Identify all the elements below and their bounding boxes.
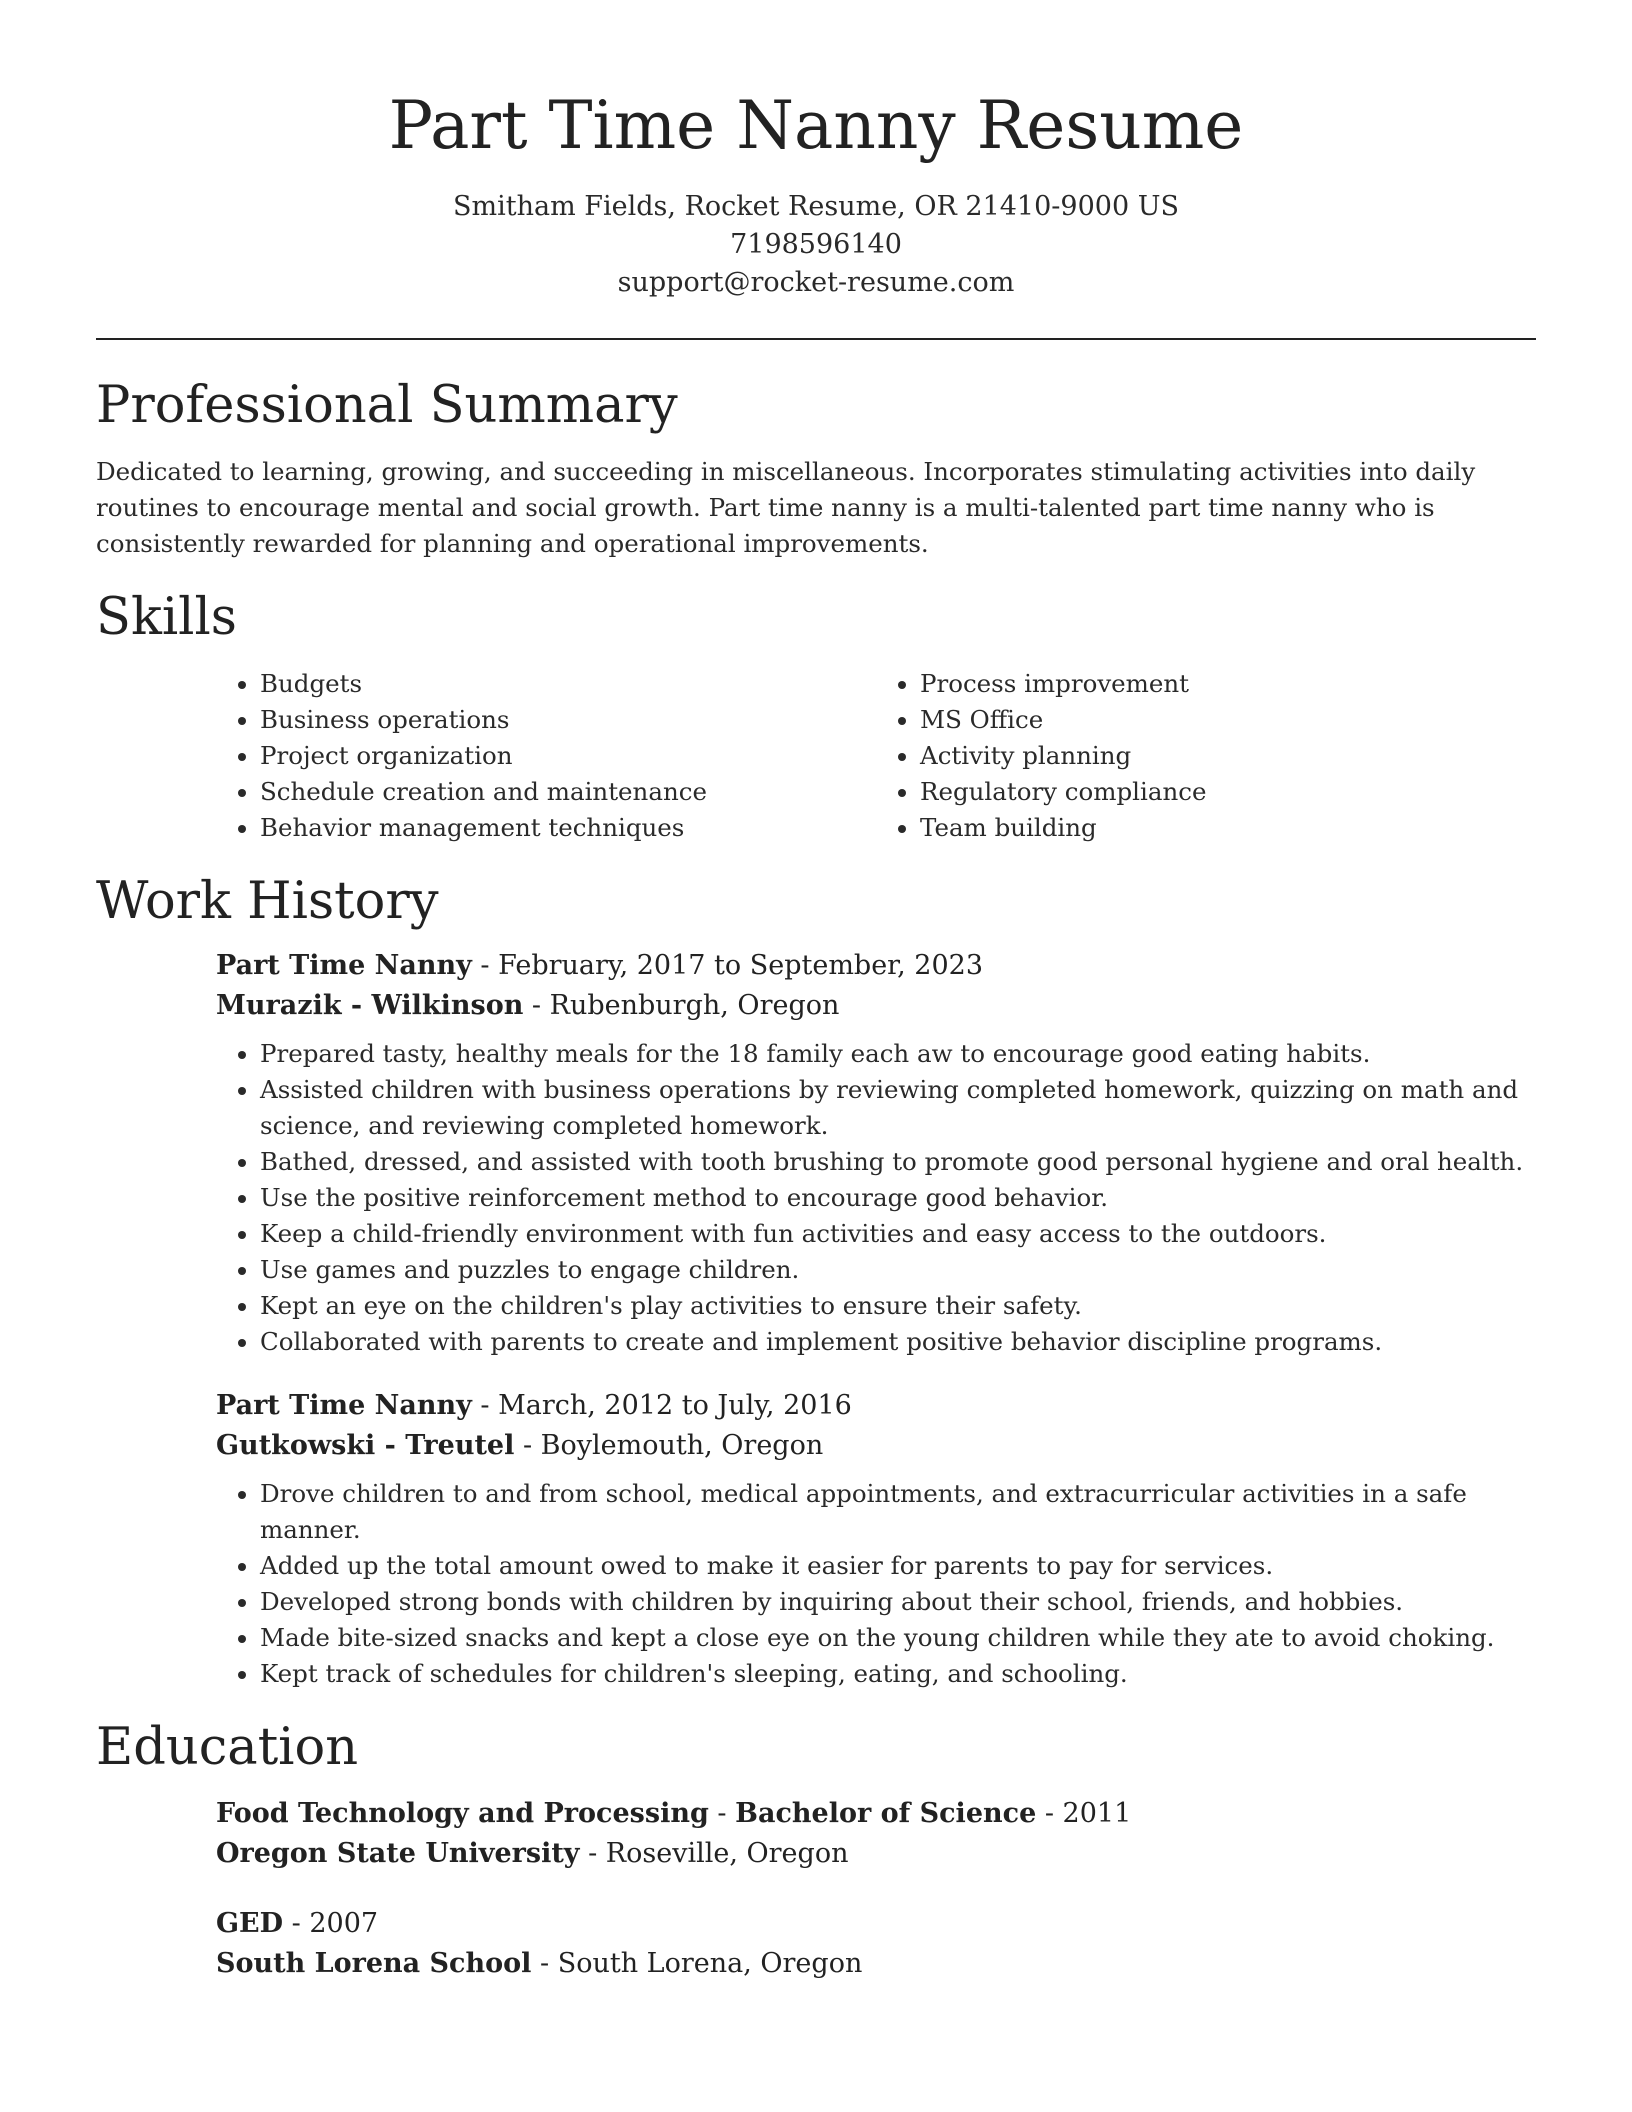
work-history-heading: Work History [96, 872, 439, 931]
education-school-line: South Lorena School - South Lorena, Oregon [216, 1948, 863, 1979]
job-dates: March, 2012 to July, 2016 [498, 1390, 852, 1421]
resume-header [96, 0, 1536, 302]
education-degree: Bachelor of Science [735, 1798, 1037, 1829]
skill-item: • Regulatory compliance [920, 774, 1536, 810]
job-location: Boylemouth, Oregon [540, 1430, 824, 1461]
job-bullet: • Kept track of schedules for children's sleeping, eating, and schooling. [260, 1656, 1536, 1692]
job-bullet: • Collaborated with parents to create and implement positive behavior discipline programs. [260, 1324, 1536, 1360]
job-title-line: Part Time Nanny - February, 2017 to September, 2023 [216, 950, 983, 981]
education-year: 2011 [1062, 1798, 1132, 1829]
job-company: Murazik - Wilkinson [216, 990, 524, 1021]
job-bullet: • Prepared tasty, healthy meals for the 18 family each aw to encourage good eating habits. [260, 1036, 1536, 1072]
skill-item: • Process improvement [920, 666, 1536, 702]
education-school: South Lorena School [216, 1948, 532, 1979]
job-entry [216, 946, 1536, 1360]
skills-heading: Skills [96, 588, 237, 647]
skill-item: • Budgets [260, 666, 876, 702]
skill-item: • MS Office [920, 702, 1536, 738]
education-school-line: Oregon State University - Roseville, Oregon [216, 1838, 849, 1869]
job-position: Part Time Nanny [216, 950, 472, 981]
education-year: 2007 [309, 1908, 379, 1939]
job-bullet: • Made bite-sized snacks and kept a close eye on the young children while they ate to avoid choking. [260, 1620, 1536, 1656]
skill-item: • Team building [920, 810, 1536, 846]
summary-text: Dedicated to learning, growing, and succeeding in miscellaneous. Incorporates stimulating activities into daily routines to encourage mental and social growth. Part time nanny is a multi-talented part time nanny who is consistently rewarded for planning and operational improvements. [96, 457, 1476, 558]
education-school: Oregon State University [216, 1838, 580, 1869]
job-bullet: • Kept an eye on the children's play activities to ensure their safety. [260, 1288, 1536, 1324]
job-bullet: • Keep a child-friendly environment with fun activities and easy access to the outdoors. [260, 1216, 1536, 1252]
job-position: Part Time Nanny [216, 1390, 472, 1421]
job-title-line: Part Time Nanny - March, 2012 to July, 2016 [216, 1390, 852, 1421]
job-location: Rubenburgh, Oregon [549, 990, 840, 1021]
job-bullet: • Drove children to and from school, medical appointments, and extracurricular activities in a safe manner. [260, 1476, 1536, 1548]
job-bullet: • Use games and puzzles to engage children. [260, 1252, 1536, 1288]
job-bullet: • Developed strong bonds with children by inquiring about their school, friends, and hobbies. [260, 1584, 1536, 1620]
education-entry [216, 1904, 1536, 1984]
education-location: Roseville, Oregon [605, 1838, 849, 1869]
job-dates: February, 2017 to September, 2023 [498, 950, 983, 981]
job-company-line: Murazik - Wilkinson - Rubenburgh, Oregon [216, 990, 840, 1021]
address: Smitham Fields, Rocket Resume, OR 21410-9000 US [453, 191, 1179, 222]
skill-item: • Project organization [260, 738, 876, 774]
education-degree-line: Food Technology and Processing - Bachelor of Science - 2011 [216, 1798, 1132, 1829]
job-company-line: Gutkowski - Treutel - Boylemouth, Oregon [216, 1430, 824, 1461]
education-degree: GED [216, 1908, 284, 1939]
job-bullet: • Added up the total amount owed to make it easier for parents to pay for services. [260, 1548, 1536, 1584]
resume-title: Part Time Nanny Resume [388, 87, 1244, 164]
summary-heading: Professional Summary [96, 376, 678, 435]
skills-list [216, 666, 1536, 846]
job-bullet: • Assisted children with business operations by reviewing completed homework, quizzing on math and science, and reviewing completed homework. [260, 1072, 1536, 1144]
skill-item: • Schedule creation and maintenance [260, 774, 876, 810]
header-divider [96, 338, 1536, 340]
education-heading: Education [96, 1718, 359, 1777]
email-address: support@rocket-resume.com [617, 267, 1015, 298]
job-bullet: • Use the positive reinforcement method to encourage good behavior. [260, 1180, 1536, 1216]
skill-item: • Behavior management techniques [260, 810, 876, 846]
job-bullet: • Bathed, dressed, and assisted with tooth brushing to promote good personal hygiene and oral health. [260, 1144, 1536, 1180]
summary-section [96, 374, 1536, 562]
skills-section [96, 586, 1536, 846]
skills-column-right [876, 666, 1536, 846]
job-bullets [216, 1036, 1536, 1360]
education-location: South Lorena, Oregon [557, 1948, 863, 1979]
skill-item: • Business operations [260, 702, 876, 738]
job-company: Gutkowski - Treutel [216, 1430, 515, 1461]
phone-number: 7198596140 [730, 229, 902, 260]
job-bullets [216, 1476, 1536, 1692]
skill-item: • Activity planning [920, 738, 1536, 774]
education-section [96, 1716, 1536, 1984]
resume-page [96, 0, 1536, 1984]
job-entry [216, 1386, 1536, 1692]
education-field: Food Technology and Processing [216, 1798, 709, 1829]
skills-column-left [216, 666, 876, 846]
education-degree-line: GED - 2007 [216, 1908, 379, 1939]
education-entry [216, 1794, 1536, 1874]
contact-info [96, 188, 1536, 302]
work-history-section [96, 870, 1536, 1692]
